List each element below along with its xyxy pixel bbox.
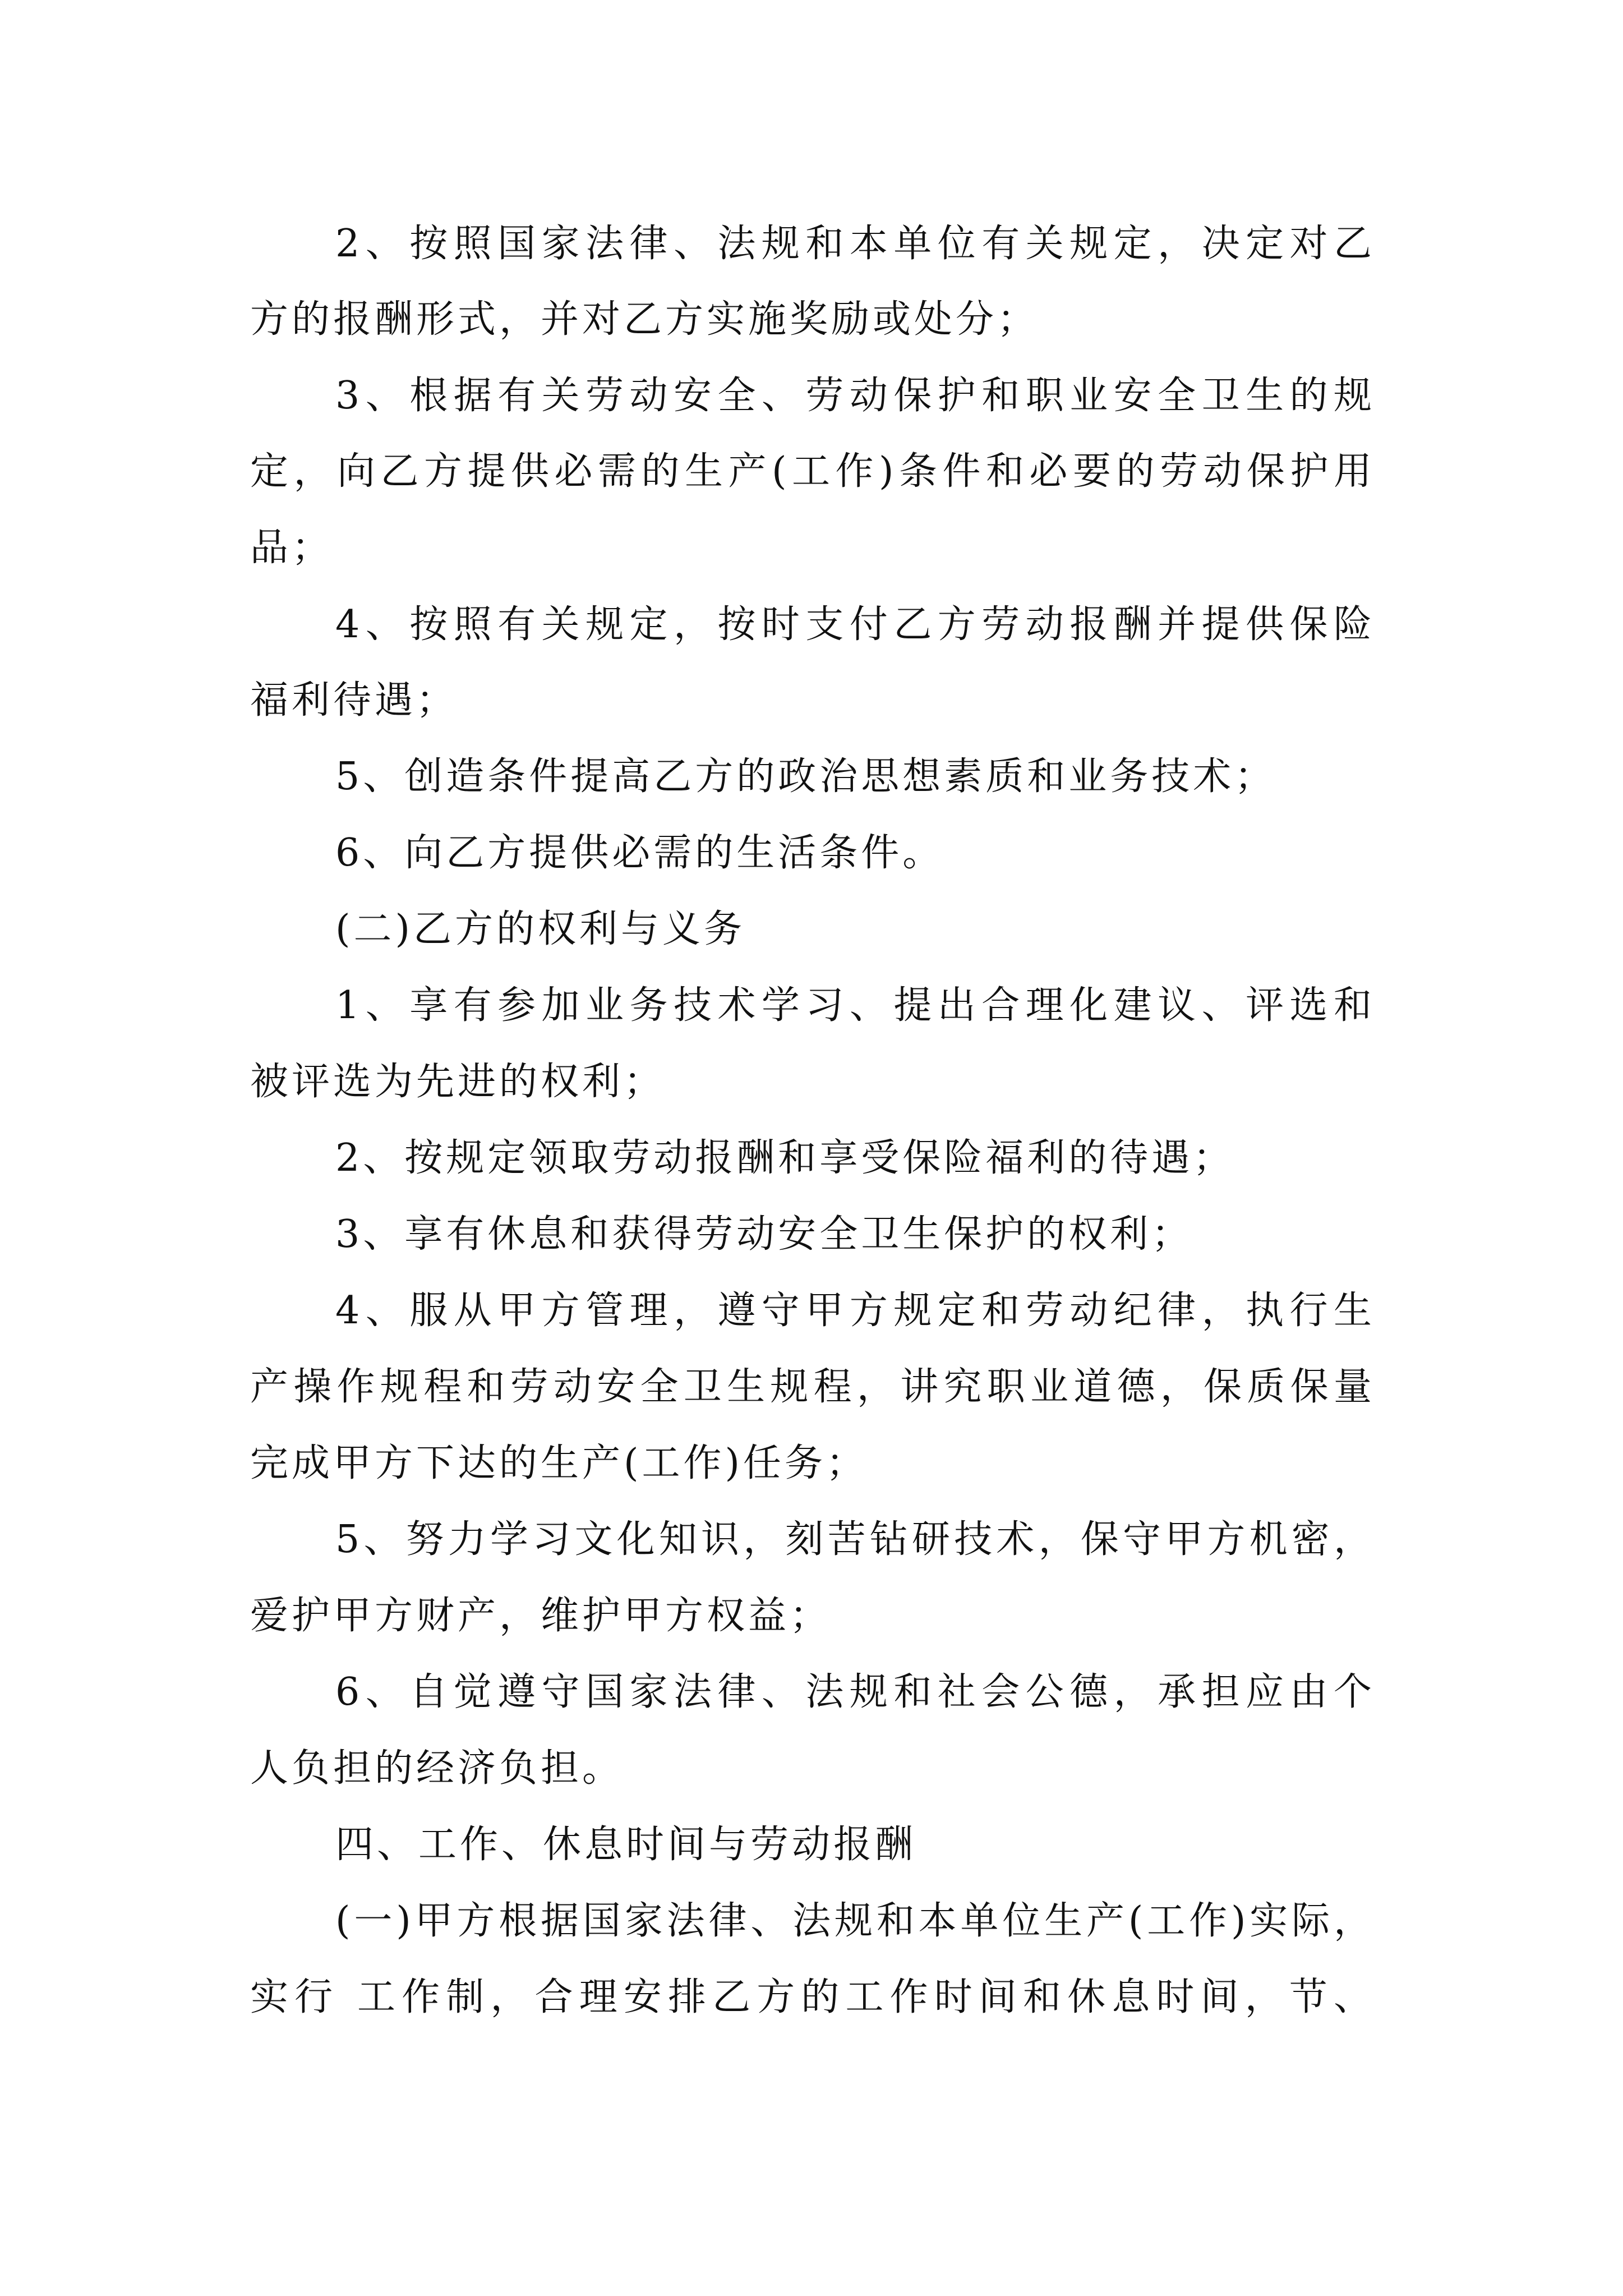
text-line: 人负担的经济负担。 — [250, 1746, 624, 1791]
text-line: 2、按照国家法律、法规和本单位有关规定，决定对乙 — [335, 222, 1372, 266]
section-heading: 四、工作、休息时间与劳动报酬 — [335, 1823, 917, 1867]
text-line: 福利待遇； — [250, 678, 458, 723]
text-line: 5、努力学习文化知识，刻苦钻研技术，保守甲方机密， — [335, 1517, 1372, 1562]
text-line: 产操作规程和劳动安全卫生规程，讲究职业道德，保质保量 — [250, 1365, 1372, 1409]
text-line: 方的报酬形式，并对乙方实施奖励或处分； — [250, 297, 1039, 342]
text-line: 定，向乙方提供必需的生产(工作)条件和必要的劳动保护用 — [250, 449, 1372, 494]
text-line: 1、享有参加业务技术学习、提出合理化建议、评选和 — [335, 983, 1372, 1028]
text-line: 完成甲方下达的生产(工作)任务； — [250, 1441, 868, 1485]
text-line: 被评选为先进的权利； — [250, 1060, 666, 1104]
text-line: 实行 工作制，合理安排乙方的工作时间和休息时间，节、 — [250, 1975, 1372, 2019]
text-line: 品； — [250, 526, 334, 570]
text-line: 爱护甲方财产，维护甲方权益； — [250, 1594, 832, 1638]
text-line: 2、按规定领取劳动报酬和享受保险福利的待遇； — [335, 1136, 1235, 1180]
text-line: 6、向乙方提供必需的生活条件。 — [335, 831, 944, 875]
text-line: 5、创造条件提高乙方的政治思想素质和业务技术； — [335, 754, 1276, 799]
text-line: (一)甲方根据国家法律、法规和本单位生产(工作)实际， — [335, 1899, 1372, 1943]
section-heading: (二)乙方的权利与义务 — [335, 907, 746, 951]
text-line: 3、享有休息和获得劳动安全卫生保护的权利； — [335, 1212, 1193, 1257]
text-line: 4、服从甲方管理，遵守甲方规定和劳动纪律，执行生 — [335, 1289, 1372, 1333]
text-line: 6、自觉遵守国家法律、法规和社会公德，承担应由个 — [335, 1670, 1372, 1714]
text-line: 4、按照有关规定，按时支付乙方劳动报酬并提供保险 — [335, 602, 1372, 647]
text-line: 3、根据有关劳动安全、劳动保护和职业安全卫生的规 — [335, 374, 1372, 418]
